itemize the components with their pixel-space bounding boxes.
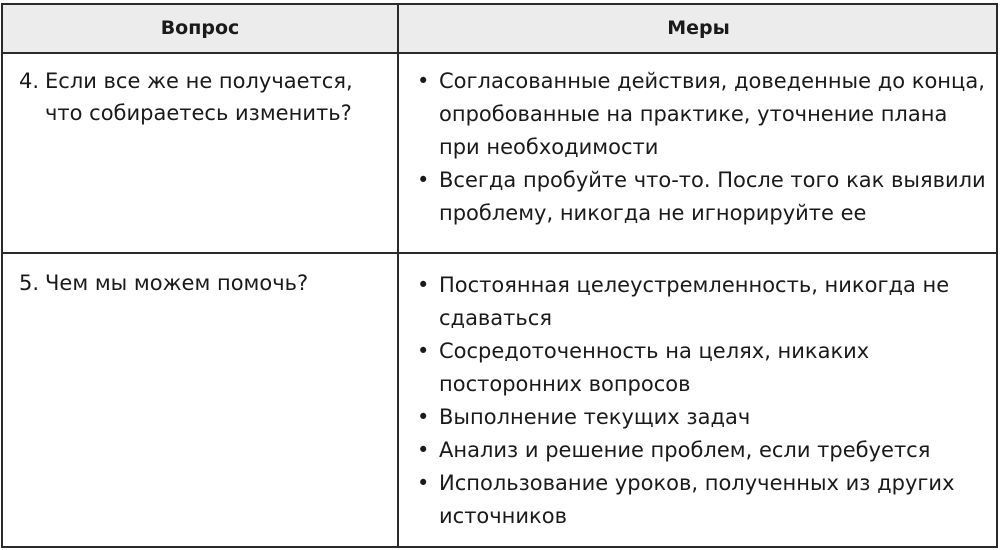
measure-text: Анализ и решение проблем, если требуется bbox=[439, 438, 931, 462]
list-item bbox=[417, 401, 993, 434]
measures-table bbox=[1, 3, 998, 548]
list-item bbox=[417, 335, 993, 401]
question-text: Если все же не получается, что собираетесь изменить? bbox=[45, 69, 353, 125]
measure-text: Согласованные действия, доведенные до конца, опробованные на практике, уточнение плана при необходимости bbox=[439, 69, 985, 159]
list-item bbox=[417, 269, 993, 335]
list-item bbox=[417, 434, 993, 467]
measure-text: Сосредоточенность на целях, никаких посторонних вопросов bbox=[439, 339, 870, 396]
table-header-row bbox=[3, 5, 996, 54]
header-question: Вопрос bbox=[160, 17, 240, 39]
table-row-5-question bbox=[19, 267, 389, 299]
bullet-icon: • bbox=[417, 273, 430, 297]
measure-text: Выполнение текущих задач bbox=[439, 405, 751, 429]
bullet-icon: • bbox=[417, 405, 430, 429]
bullet-icon: • bbox=[417, 471, 430, 495]
table-row-4-question bbox=[19, 65, 389, 129]
bullet-icon: • bbox=[417, 438, 430, 462]
header-measures: Меры bbox=[667, 17, 730, 39]
list-item bbox=[417, 467, 993, 533]
question-text: Чем мы можем помочь? bbox=[45, 271, 309, 295]
question-number: 4. bbox=[19, 69, 40, 93]
measure-text: Использование уроков, полученных из других источников bbox=[439, 471, 955, 528]
measure-text: Постоянная целеустремленность, никогда не сдаваться bbox=[439, 273, 950, 330]
bullet-icon: • bbox=[417, 339, 430, 363]
bullet-icon: • bbox=[417, 69, 430, 93]
table-row-4-measures bbox=[417, 65, 993, 230]
question-number: 5. bbox=[19, 271, 40, 295]
column-divider bbox=[397, 5, 399, 546]
row-divider bbox=[3, 252, 996, 254]
list-item bbox=[417, 65, 993, 164]
table-row-5-measures bbox=[417, 269, 993, 533]
bullet-icon: • bbox=[417, 168, 430, 192]
list-item bbox=[417, 164, 993, 230]
measure-text: Всегда пробуйте что-то. После того как выявили проблему, никогда не игнорируйте ее bbox=[439, 168, 986, 225]
